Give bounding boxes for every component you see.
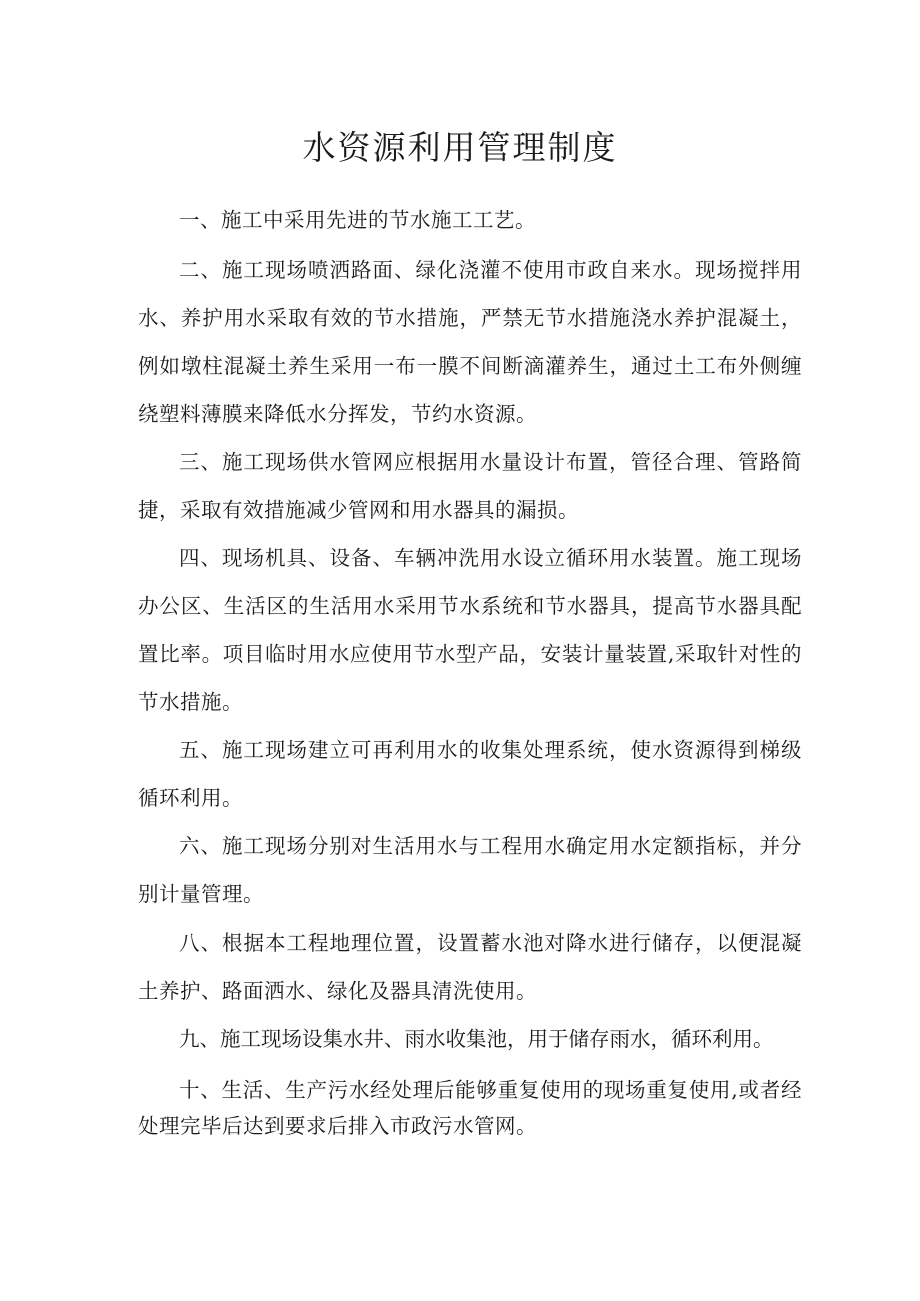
paragraph-5: 五、施工现场建立可再利用水的收集处理系统，使水资源得到梯级循环利用。 (138, 738, 802, 810)
paragraph-9: 十、生活、生产污水经处理后能够重复使用的现场重复使用,或者经处理完毕后达到要求后排入市政污水管网。 (138, 1078, 802, 1138)
paragraph-2: 二、施工现场喷洒路面、绿化浇灌不使用市政自来水。现场搅拌用水、养护用水采取有效的节水措施，严禁无节水措施浇水养护混凝土，例如墩柱混凝土养生采用一布一膜不间断滴灌养生，通过土工布外侧缠绕塑料薄膜来降低水分挥发，节约水资源。 (138, 258, 802, 426)
paragraph-7: 八、根据本工程地理位置，设置蓄水池对降水进行储存，以便混凝土养护、路面洒水、绿化及器具清洗使用。 (138, 931, 802, 1003)
paragraph-1: 一、施工中采用先进的节水施工工艺。 (179, 208, 536, 232)
paragraph-6: 六、施工现场分别对生活用水与工程用水确定用水定额指标，并分别计量管理。 (138, 834, 802, 906)
paragraph-8: 九、施工现场设集水井、雨水收集池，用于储存雨水，循环利用。 (179, 1027, 774, 1051)
paragraph-4: 四、现场机具、设备、车辆冲洗用水设立循环用水装置。施工现场办公区、生活区的生活用水采用节水系统和节水器具，提高节水器具配置比率。项目临时用水应使用节水型产品，安装计量装置,采取针对性的节水措施。 (138, 546, 802, 714)
paragraph-3: 三、施工现场供水管网应根据用水量设计布置，管径合理、管路简捷，采取有效措施减少管网和用水器具的漏损。 (138, 450, 802, 522)
document-title: 水资源利用管理制度 (302, 128, 618, 167)
